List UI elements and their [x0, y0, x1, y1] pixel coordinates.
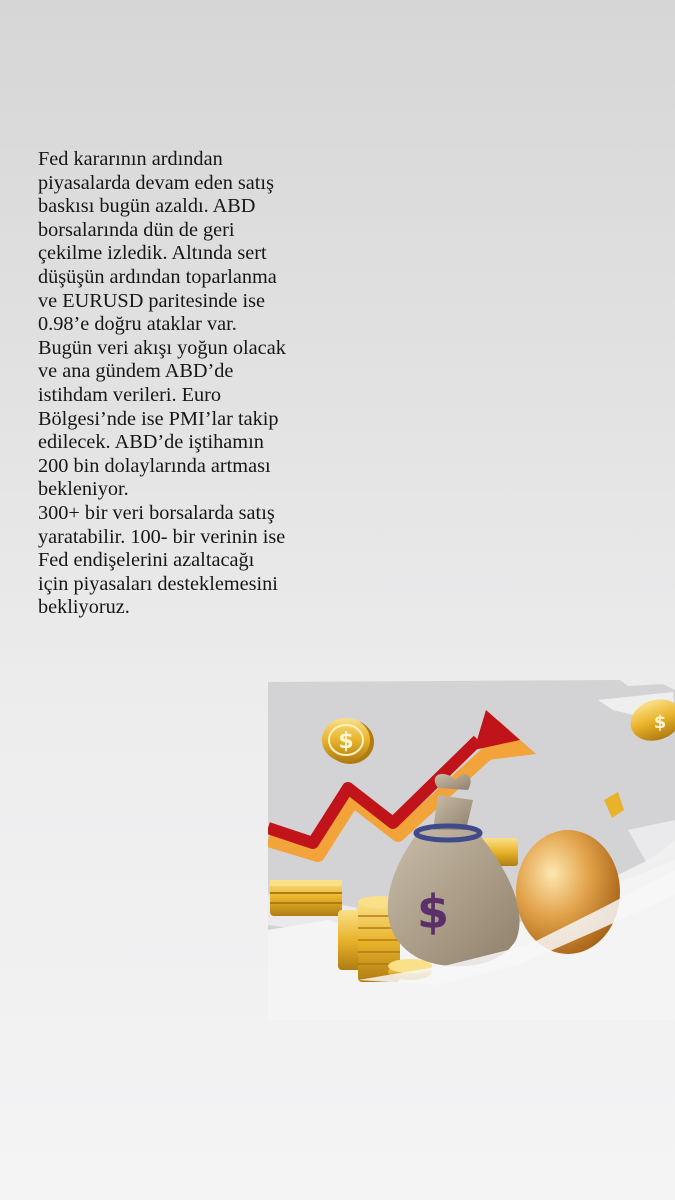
post-paragraph-2: 300+ bir veri borsalarda satış yaratabilir. 100- bir verinin ise Fed endişelerini azaltacağı için piyasaları desteklemesini bekliyoruz.: [38, 501, 286, 619]
finance-illustration: [268, 680, 675, 1020]
post-text: [38, 148, 288, 620]
dollar-sign-icon: $: [416, 885, 450, 939]
svg-text:$: $: [338, 729, 354, 754]
svg-text:$: $: [653, 712, 667, 733]
post-paragraph-1: Fed kararının ardından piyasalarda devam eden satış baskısı bugün azaldı. ABD borsalarında dün de geri çekilme izledik. Altında sert düşüşün ardından toparlanma ve EURUSD paritesinde ise 0.98’e doğru ataklar var. Bugün veri akışı yoğun olacak ve ana gündem ABD’de istihdam verileri. Euro Bölgesi’nde ise PMI’lar takip edilecek. ABD’de iştihamın 200 bin dolaylarında artması bekleniyor.: [38, 148, 286, 501]
